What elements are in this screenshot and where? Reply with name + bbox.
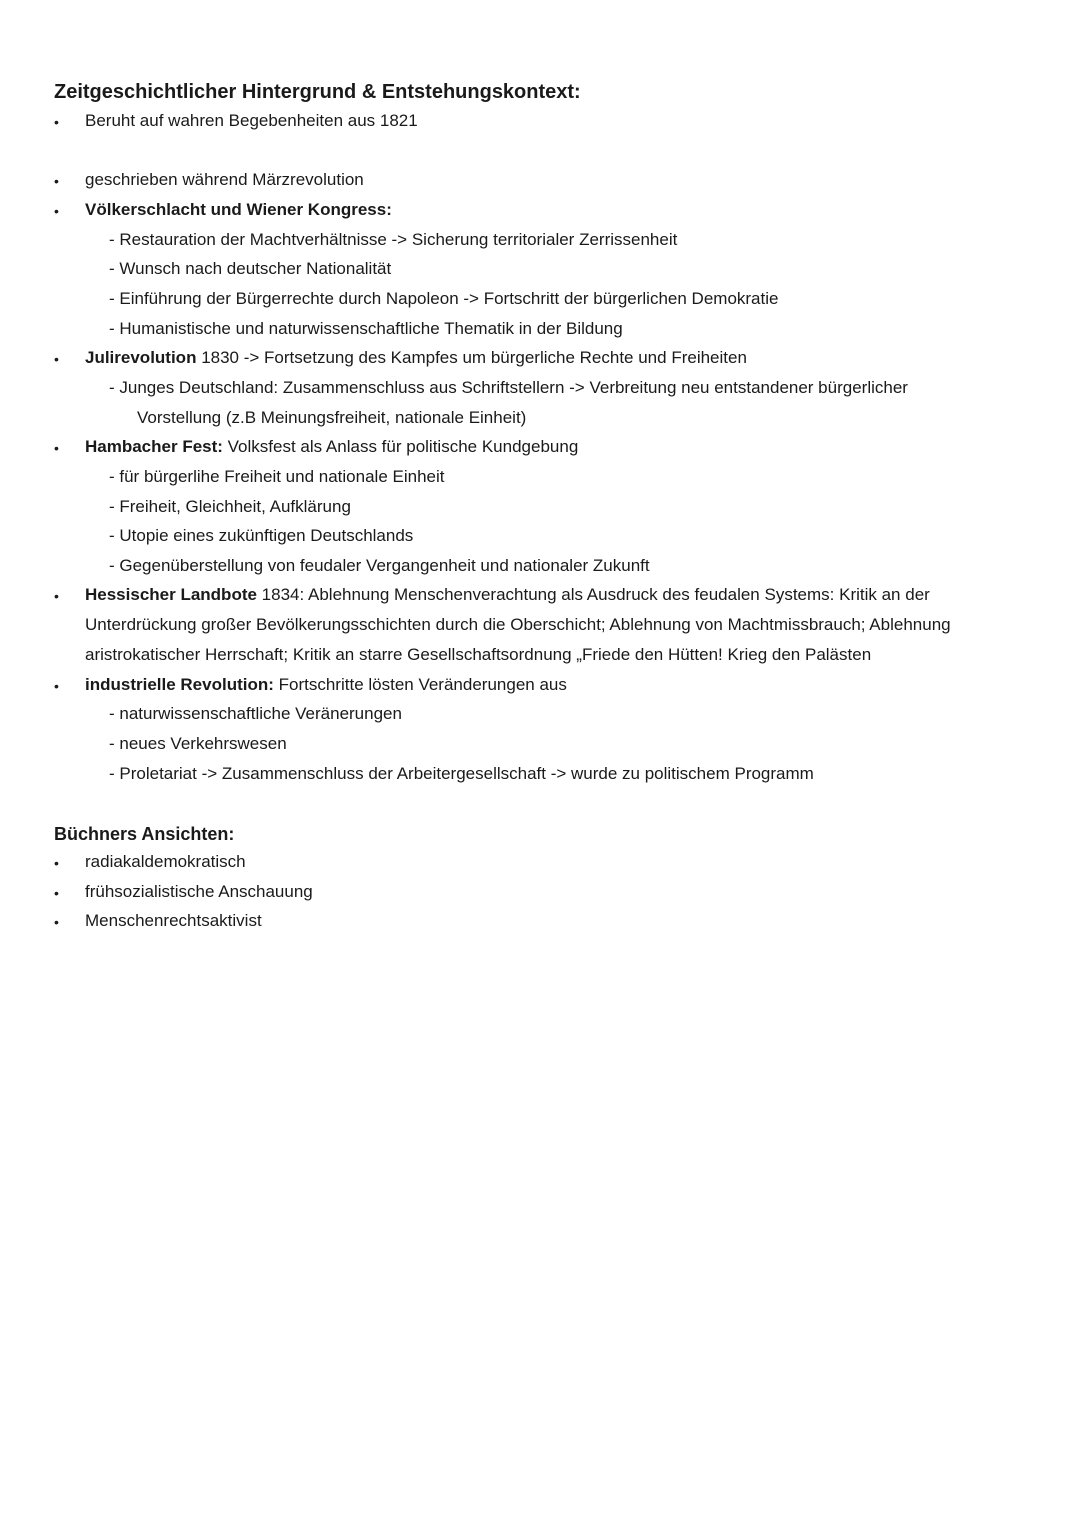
list-item-continuation: aristrokatischer Herrschaft; Kritik an starre Gesellschaftsordnung „Friede den Hütten! Krieg den Palästen: [85, 645, 872, 664]
sub-item: - Freiheit, Gleichheit, Aufklärung: [109, 497, 351, 516]
list-item-text: Fortschritte lösten Veränderungen aus: [273, 675, 567, 694]
sub-item: - naturwissenschaftliche Veränerungen: [109, 704, 402, 723]
list-item: [85, 436, 578, 458]
list-item-heading: Völkerschlacht und Wiener Kongress:: [85, 200, 392, 219]
sub-item: - Utopie eines zukünftigen Deutschlands: [109, 526, 414, 545]
sub-item: - Gegenüberstellung von feudaler Vergangenheit und nationaler Zukunft: [109, 556, 650, 575]
sub-item: - Humanistische und naturwissenschaftliche Thematik in der Bildung: [109, 319, 623, 338]
list-item: radiakaldemokratisch: [85, 852, 246, 871]
sub-item: - Proletariat -> Zusammenschluss der Arbeitergesellschaft -> wurde zu politischem Programm: [109, 764, 814, 783]
list-item: [85, 674, 567, 696]
sub-item: - neues Verkehrswesen: [109, 734, 287, 753]
bullet-icon: •: [54, 440, 59, 456]
sub-item: - Junges Deutschland: Zusammenschluss aus Schriftstellern -> Verbreitung neu entstandener bürgerlicher: [109, 378, 908, 397]
list-item-text: 1830 -> Fortsetzung des Kampfes um bürgerliche Rechte und Freiheiten: [196, 348, 747, 367]
list-item-text: 1834: Ablehnung Menschenverachtung als Ausdruck des feudalen Systems: Kritik an der: [256, 585, 930, 604]
bullet-icon: •: [54, 855, 59, 871]
list-item-continuation: Unterdrückung großer Bevölkerungsschichten durch die Oberschicht; Ablehnung von Machtmissbrauch; Ablehnung: [85, 615, 951, 634]
list-item-heading: Hambacher Fest:: [85, 437, 223, 456]
list-item: geschrieben während Märzrevolution: [85, 170, 364, 189]
sub-item: - für bürgerlihe Freiheit und nationale Einheit: [109, 467, 445, 486]
section-title-context: Zeitgeschichtlicher Hintergrund & Entstehungskontext:: [54, 81, 581, 103]
list-item-text: Volksfest als Anlass für politische Kundgebung: [222, 437, 579, 456]
bullet-icon: •: [54, 885, 59, 901]
bullet-icon: •: [54, 114, 59, 130]
list-item-heading: Julirevolution: [85, 348, 197, 367]
list-item: frühsozialistische Anschauung: [85, 882, 313, 901]
bullet-icon: •: [54, 203, 59, 219]
bullet-icon: •: [54, 588, 59, 604]
list-item-heading: industrielle Revolution:: [85, 675, 274, 694]
list-item: Beruht auf wahren Begebenheiten aus 1821: [85, 111, 418, 130]
bullet-icon: •: [54, 914, 59, 930]
list-item: Menschenrechtsaktivist: [85, 911, 262, 930]
sub-item: - Wunsch nach deutscher Nationalität: [109, 259, 392, 278]
bullet-icon: •: [54, 173, 59, 189]
list-item: [85, 347, 747, 369]
sub-item: - Restauration der Machtverhältnisse -> Sicherung territorialer Zerrissenheit: [109, 230, 678, 249]
list-item-heading: Hessischer Landbote: [85, 585, 257, 604]
list-item: [85, 584, 930, 606]
bullet-icon: •: [54, 351, 59, 367]
sub-item: - Einführung der Bürgerrechte durch Napoleon -> Fortschritt der bürgerlichen Demokratie: [109, 289, 779, 308]
bullet-icon: •: [54, 678, 59, 694]
sub-item-continuation: Vorstellung (z.B Meinungsfreiheit, nationale Einheit): [137, 408, 527, 427]
section-title-views: Büchners Ansichten:: [54, 824, 235, 844]
